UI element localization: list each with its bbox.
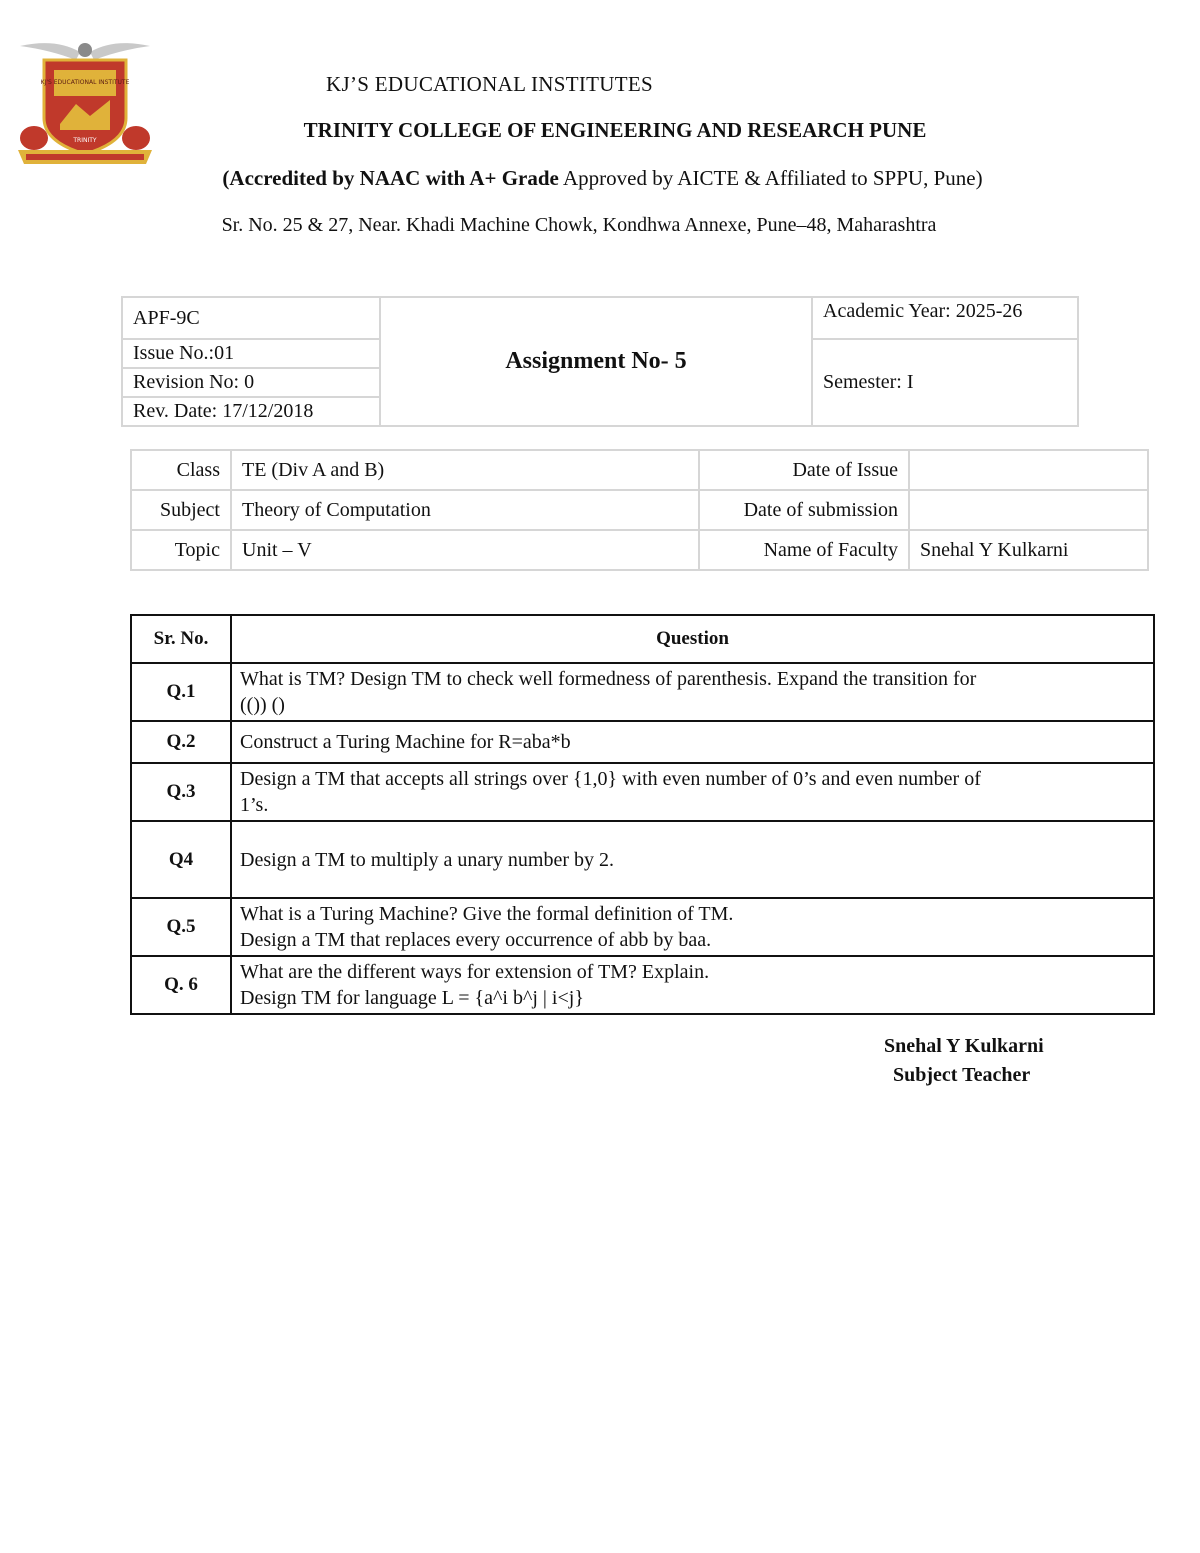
- table-row: [131, 763, 1154, 821]
- issue-no: Issue No.:01: [122, 339, 380, 368]
- faculty-value: Snehal Y Kulkarni: [909, 530, 1148, 570]
- date-submission-label: Date of submission: [699, 490, 909, 530]
- question-line: What is a Turing Machine? Give the formal definition of TM.: [240, 903, 734, 925]
- class-value: TE (Div A and B): [231, 450, 699, 490]
- signature-block: [884, 1032, 1044, 1090]
- accreditation-line: [0, 166, 1200, 191]
- question-line: What are the different ways for extension of TM? Explain.: [240, 961, 710, 983]
- document-info-table: [121, 296, 1079, 427]
- subject-value: Theory of Computation: [231, 490, 699, 530]
- question-text: [231, 721, 1154, 763]
- subject-label: Subject: [131, 490, 231, 530]
- question-line: Design a TM that accepts all strings over {1,0} with even number of 0’s and even number of: [240, 768, 981, 790]
- question-number: Q.5: [131, 898, 231, 956]
- logo-text-top: KJ'S EDUCATIONAL INSTITUTE: [40, 79, 130, 86]
- institutes-title: KJ’S EDUCATIONAL INSTITUTES: [326, 72, 653, 96]
- question-line: Design a TM to multiply a unary number by 2.: [240, 848, 615, 871]
- question-line: 1’s.: [240, 794, 269, 816]
- question-text: [231, 898, 1154, 956]
- assignment-title: Assignment No- 5: [380, 297, 812, 426]
- col-sr-no: Sr. No.: [131, 615, 231, 663]
- teacher-role: Subject Teacher: [893, 1064, 1031, 1086]
- table-row: [131, 956, 1154, 1014]
- table-row: [131, 663, 1154, 721]
- question-text: [231, 956, 1154, 1014]
- teacher-name: Snehal Y Kulkarni: [884, 1035, 1044, 1057]
- topic-value: Unit – V: [231, 530, 699, 570]
- table-row: [131, 721, 1154, 763]
- questions-table: [130, 614, 1155, 1015]
- accreditation-rest: Approved by AICTE & Affiliated to SPPU, Pune): [558, 166, 983, 190]
- date-issue-value: [909, 450, 1148, 490]
- address-line: Sr. No. 25 & 27, Near. Khadi Machine Chowk, Kondhwa Annexe, Pune–48, Maharashtra: [221, 214, 937, 236]
- date-submission-value: [909, 490, 1148, 530]
- course-info-table: [130, 449, 1149, 571]
- doc-code: APF-9C: [122, 297, 380, 339]
- question-line: Design TM for language L = {a^i b^j | i<j}: [240, 987, 584, 1009]
- question-line: (()) (): [240, 694, 285, 716]
- question-line: What is TM? Design TM to check well formedness of parenthesis. Expand the transition for: [240, 668, 977, 690]
- question-text: [231, 663, 1154, 721]
- college-title: TRINITY COLLEGE OF ENGINEERING AND RESEARCH PUNE: [303, 118, 927, 142]
- question-number: Q.1: [131, 663, 231, 721]
- class-label: Class: [131, 450, 231, 490]
- date-issue-label: Date of Issue: [699, 450, 909, 490]
- question-text: [231, 821, 1154, 898]
- academic-year: Academic Year: 2025-26: [812, 297, 1078, 339]
- question-text: [231, 763, 1154, 821]
- question-number: Q.3: [131, 763, 231, 821]
- accreditation-bold: (Accredited by NAAC with A+ Grade: [222, 166, 559, 190]
- question-line: Design a TM that replaces every occurrence of abb by baa.: [240, 929, 712, 951]
- topic-label: Topic: [131, 530, 231, 570]
- question-number: Q4: [131, 821, 231, 898]
- question-line: Construct a Turing Machine for R=aba*b: [240, 731, 571, 753]
- question-number: Q.2: [131, 721, 231, 763]
- logo-text-bottom: TRINITY: [73, 137, 97, 144]
- revision-no: Revision No: 0: [122, 368, 380, 397]
- college-crest-logo: [16, 38, 154, 168]
- rev-date: Rev. Date: 17/12/2018: [122, 397, 380, 426]
- semester: Semester: I: [812, 339, 1078, 426]
- col-question: Question: [231, 615, 1154, 663]
- table-row: [131, 821, 1154, 898]
- table-row: [131, 898, 1154, 956]
- question-number: Q. 6: [131, 956, 231, 1014]
- faculty-label: Name of Faculty: [699, 530, 909, 570]
